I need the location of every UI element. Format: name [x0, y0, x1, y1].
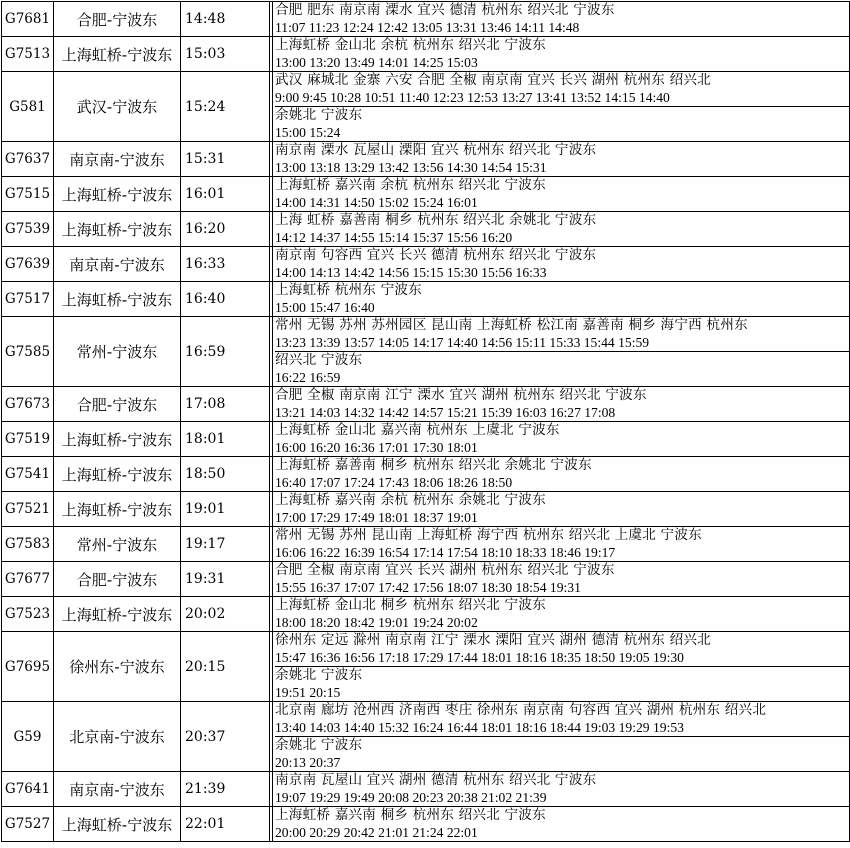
train-number: G59 — [2, 702, 54, 772]
station-list: 合肥 全椒 南京南 宜兴 长兴 湖州 杭州东 绍兴北 宁波东 — [275, 562, 615, 578]
time-list: 19:07 19:29 19:49 20:08 20:23 20:38 21:02 21:39 — [275, 790, 547, 805]
time-list: 15:47 16:36 16:56 17:18 17:29 17:44 18:01 18:16 18:35 18:50 19:05 19:30 — [275, 650, 684, 665]
departure-time: 16:40 — [181, 282, 270, 317]
station-list: 上海虹桥 金山北 桐乡 杭州东 绍兴北 宁波东 — [275, 597, 546, 613]
station-list: 余姚北 宁波东 — [275, 667, 363, 683]
stop-segment — [275, 562, 849, 596]
stop-segment — [275, 317, 849, 351]
stops-cell — [273, 247, 850, 282]
table-row — [2, 492, 850, 527]
departure-time: 21:39 — [181, 772, 270, 807]
station-list: 绍兴北 宁波东 — [275, 352, 363, 368]
stops-cell — [273, 562, 850, 597]
station-list: 余姚北 宁波东 — [275, 737, 363, 753]
train-route: 合肥-宁波东 — [54, 2, 181, 37]
table-row — [2, 37, 850, 72]
time-list: 16:06 16:22 16:39 16:54 17:14 17:54 18:10 18:33 18:46 19:17 — [275, 545, 616, 560]
train-number: G7585 — [2, 317, 54, 387]
stop-segment — [275, 72, 849, 106]
time-list: 13:00 13:20 13:49 14:01 14:25 15:03 — [275, 55, 478, 70]
train-route: 常州-宁波东 — [54, 317, 181, 387]
stop-segment — [275, 351, 849, 386]
train-number: G7517 — [2, 282, 54, 317]
stops-cell — [273, 702, 850, 772]
table-row — [2, 212, 850, 247]
table-row — [2, 177, 850, 212]
train-route: 北京南-宁波东 — [54, 702, 181, 772]
table-row — [2, 562, 850, 597]
departure-time: 20:02 — [181, 597, 270, 632]
train-route: 南京南-宁波东 — [54, 772, 181, 807]
time-list: 20:00 20:29 20:42 21:01 21:24 22:01 — [275, 825, 478, 840]
station-list: 南京南 瓦屋山 宜兴 湖州 德清 杭州东 绍兴北 宁波东 — [275, 772, 597, 788]
train-number: G7637 — [2, 142, 54, 177]
stops-cell — [273, 212, 850, 247]
train-route: 上海虹桥-宁波东 — [54, 37, 181, 72]
train-number: G7521 — [2, 492, 54, 527]
stops-cell — [273, 457, 850, 492]
departure-time: 14:48 — [181, 2, 270, 37]
departure-time: 20:37 — [181, 702, 270, 772]
train-route: 上海虹桥-宁波东 — [54, 492, 181, 527]
train-number: G7695 — [2, 632, 54, 702]
table-row — [2, 702, 850, 772]
station-list: 上海 虹桥 嘉善南 桐乡 杭州东 绍兴北 余姚北 宁波东 — [275, 212, 597, 228]
departure-time: 15:03 — [181, 37, 270, 72]
train-number: G7673 — [2, 387, 54, 422]
departure-time: 19:31 — [181, 562, 270, 597]
stops-cell — [273, 807, 850, 842]
table-row — [2, 422, 850, 457]
stops-cell — [273, 772, 850, 807]
stops-cell — [273, 72, 850, 142]
table-row — [2, 527, 850, 562]
train-number: G7583 — [2, 527, 54, 562]
station-list: 徐州东 定远 滁州 南京南 江宁 溧水 溧阳 宜兴 湖州 德清 杭州东 绍兴北 — [275, 632, 711, 648]
train-route: 上海虹桥-宁波东 — [54, 282, 181, 317]
station-list: 北京南 廊坊 沧州西 济南西 枣庄 徐州东 南京南 句容西 宜兴 湖州 杭州东 绍兴北 — [275, 702, 767, 718]
station-list: 上海虹桥 金山北 余杭 杭州东 绍兴北 宁波东 — [275, 37, 546, 53]
time-list: 15:00 15:47 16:40 — [275, 300, 375, 315]
train-route: 南京南-宁波东 — [54, 142, 181, 177]
train-route: 武汉-宁波东 — [54, 72, 181, 142]
departure-time: 20:15 — [181, 632, 270, 702]
time-list: 9:00 9:45 10:28 10:51 11:40 12:23 12:53 13:27 13:41 13:52 14:15 14:40 — [275, 90, 670, 105]
train-route: 常州-宁波东 — [54, 527, 181, 562]
departure-time: 15:24 — [181, 72, 270, 142]
train-route: 上海虹桥-宁波东 — [54, 457, 181, 492]
station-list: 上海虹桥 嘉兴南 余杭 杭州东 余姚北 宁波东 — [275, 492, 546, 508]
train-number: G7541 — [2, 457, 54, 492]
departure-time: 16:33 — [181, 247, 270, 282]
stop-segment — [275, 142, 849, 176]
station-list: 南京南 句容西 宜兴 长兴 德清 杭州东 绍兴北 宁波东 — [275, 247, 597, 263]
stop-segment — [275, 492, 849, 526]
train-number: G7527 — [2, 807, 54, 842]
time-list: 20:13 20:37 — [275, 755, 341, 770]
station-list: 南京南 溧水 瓦屋山 溧阳 宜兴 杭州东 绍兴北 宁波东 — [275, 142, 597, 158]
train-timetable — [1, 1, 850, 842]
table-row — [2, 282, 850, 317]
time-list: 15:00 15:24 — [275, 125, 341, 140]
station-list: 上海虹桥 金山北 嘉兴南 杭州东 上虞北 宁波东 — [275, 422, 560, 438]
stop-segment — [275, 597, 849, 631]
timetable-body — [2, 2, 850, 842]
train-number: G7539 — [2, 212, 54, 247]
table-row — [2, 317, 850, 387]
stop-segment — [275, 247, 849, 281]
stops-cell — [273, 492, 850, 527]
stop-segment — [275, 282, 849, 316]
time-list: 15:55 16:37 17:07 17:42 17:56 18:07 18:30 18:54 19:31 — [275, 580, 581, 595]
station-list: 武汉 麻城北 金寨 六安 合肥 全椒 南京南 宜兴 长兴 湖州 杭州东 绍兴北 — [275, 72, 711, 88]
time-list: 17:00 17:29 17:49 18:01 18:37 19:01 — [275, 510, 478, 525]
departure-time: 22:01 — [181, 807, 270, 842]
table-row — [2, 632, 850, 702]
time-list: 14:00 14:31 14:50 15:02 15:24 16:01 — [275, 195, 478, 210]
stop-segment — [275, 106, 849, 141]
time-list: 13:23 13:39 13:57 14:05 14:17 14:40 14:56 15:11 15:33 15:44 15:59 — [275, 335, 650, 350]
station-list: 上海虹桥 杭州东 宁波东 — [275, 282, 422, 298]
time-list: 18:00 18:20 18:42 19:01 19:24 20:02 — [275, 615, 478, 630]
stop-segment — [275, 37, 849, 71]
train-number: G7513 — [2, 37, 54, 72]
stops-cell — [273, 177, 850, 212]
time-list: 16:22 16:59 — [275, 370, 341, 385]
departure-time: 18:01 — [181, 422, 270, 457]
time-list: 13:21 14:03 14:32 14:42 14:57 15:21 15:39 16:03 16:27 17:08 — [275, 405, 616, 420]
time-list: 16:00 16:20 16:36 17:01 17:30 18:01 — [275, 440, 478, 455]
train-number: G7681 — [2, 2, 54, 37]
train-number: G7677 — [2, 562, 54, 597]
time-list: 16:40 17:07 17:24 17:43 18:06 18:26 18:50 — [275, 475, 513, 490]
table-row — [2, 72, 850, 142]
time-list: 11:07 11:23 12:24 12:42 13:05 13:31 13:46 14:11 14:48 — [275, 20, 580, 35]
departure-time: 19:01 — [181, 492, 270, 527]
stops-cell — [273, 387, 850, 422]
train-number: G7523 — [2, 597, 54, 632]
stops-cell — [273, 632, 850, 702]
stop-segment — [275, 212, 849, 246]
time-list: 19:51 20:15 — [275, 685, 341, 700]
train-number: G7641 — [2, 772, 54, 807]
table-row — [2, 387, 850, 422]
departure-time: 16:59 — [181, 317, 270, 387]
table-row — [2, 247, 850, 282]
station-list: 上海虹桥 嘉善南 桐乡 杭州东 绍兴北 余姚北 宁波东 — [275, 457, 592, 473]
departure-time: 17:08 — [181, 387, 270, 422]
station-list: 常州 无锡 苏州 昆山南 上海虹桥 海宁西 杭州东 绍兴北 上虞北 宁波东 — [275, 527, 702, 543]
stop-segment — [275, 666, 849, 701]
station-list: 余姚北 宁波东 — [275, 107, 363, 123]
train-number: G7639 — [2, 247, 54, 282]
table-row — [2, 772, 850, 807]
table-row — [2, 807, 850, 842]
stop-segment — [275, 177, 849, 211]
train-route: 南京南-宁波东 — [54, 247, 181, 282]
train-number: G7515 — [2, 177, 54, 212]
stop-segment — [275, 736, 849, 771]
train-route: 上海虹桥-宁波东 — [54, 212, 181, 247]
stops-cell — [273, 2, 850, 37]
stops-cell — [273, 527, 850, 562]
stop-segment — [275, 457, 849, 491]
time-list: 13:40 14:03 14:40 15:32 16:24 16:44 18:01 18:16 18:44 19:03 19:29 19:53 — [275, 720, 684, 735]
stops-cell — [273, 282, 850, 317]
train-number: G581 — [2, 72, 54, 142]
stop-segment — [275, 387, 849, 421]
station-list: 合肥 肥东 南京南 溧水 宜兴 德清 杭州东 绍兴北 宁波东 — [275, 2, 615, 18]
time-list: 13:00 13:18 13:29 13:42 13:56 14:30 14:54 15:31 — [275, 160, 547, 175]
table-row — [2, 142, 850, 177]
stops-cell — [273, 422, 850, 457]
train-route: 上海虹桥-宁波东 — [54, 597, 181, 632]
time-list: 14:00 14:13 14:42 14:56 15:15 15:30 15:56 16:33 — [275, 265, 547, 280]
station-list: 常州 无锡 苏州 苏州园区 昆山南 上海虹桥 松江南 嘉善南 桐乡 海宁西 杭州东 — [275, 317, 748, 333]
departure-time: 16:01 — [181, 177, 270, 212]
stop-segment — [275, 807, 849, 841]
stop-segment — [275, 772, 849, 806]
stops-cell — [273, 597, 850, 632]
time-list: 14:12 14:37 14:55 15:14 15:37 15:56 16:20 — [275, 230, 513, 245]
stops-cell — [273, 317, 850, 387]
stops-cell — [273, 142, 850, 177]
train-route: 合肥-宁波东 — [54, 562, 181, 597]
stop-segment — [275, 632, 849, 666]
departure-time: 16:20 — [181, 212, 270, 247]
train-route: 徐州东-宁波东 — [54, 632, 181, 702]
station-list: 上海虹桥 嘉兴南 余杭 杭州东 绍兴北 宁波东 — [275, 177, 546, 193]
train-route: 上海虹桥-宁波东 — [54, 177, 181, 212]
train-route: 上海虹桥-宁波东 — [54, 807, 181, 842]
station-list: 上海虹桥 嘉兴南 桐乡 杭州东 绍兴北 宁波东 — [275, 807, 546, 823]
stop-segment — [275, 702, 849, 736]
departure-time: 18:50 — [181, 457, 270, 492]
departure-time: 19:17 — [181, 527, 270, 562]
stop-segment — [275, 2, 849, 36]
station-list: 合肥 全椒 南京南 江宁 溧水 宜兴 湖州 杭州东 绍兴北 宁波东 — [275, 387, 647, 403]
table-row — [2, 2, 850, 37]
stop-segment — [275, 422, 849, 456]
stops-cell — [273, 37, 850, 72]
train-route: 合肥-宁波东 — [54, 387, 181, 422]
table-row — [2, 457, 850, 492]
train-number: G7519 — [2, 422, 54, 457]
stop-segment — [275, 527, 849, 561]
table-row — [2, 597, 850, 632]
train-route: 上海虹桥-宁波东 — [54, 422, 181, 457]
departure-time: 15:31 — [181, 142, 270, 177]
